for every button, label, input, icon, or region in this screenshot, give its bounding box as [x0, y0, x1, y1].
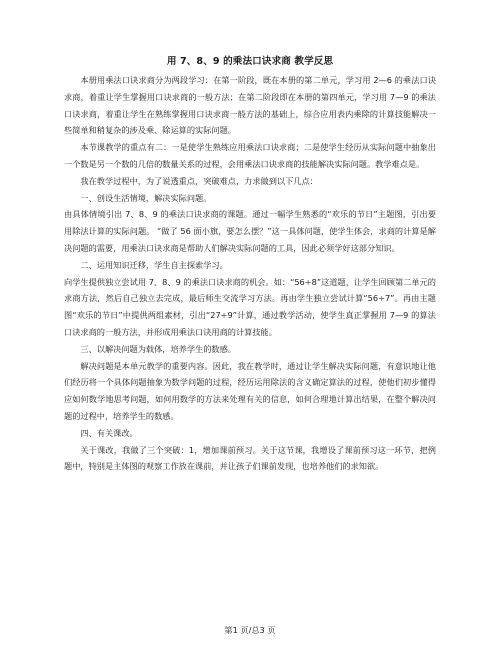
section-heading-4: 四、有关课改。	[80, 427, 138, 438]
paragraph-intro: 本册用乘法口诀求商分为两段学习：在第一阶段，既在本册的第二单元，学习用 2—6 的乘法口诀求商，着重让学生掌握用口诀求商的一般方法；在第二阶段即在本册的第四单元，学习用 7—9 的乘法口诀求商，着重让学生在熟练掌握用口诀求商一般方法的基础上，综合应用表内乘除的计算技能解决一些简单和稍复杂的涉及乘、除运算的实际问题。	[64, 75, 436, 136]
paragraph-section-4: 关于课改，我做了三个突破：1，增加课前预习。关于这节课，我增设了课前预习这一环节，把例题中，特别是主体图的观察工作放在课前，并让孩子们课前发现，也培养他们的求知欲。	[64, 444, 436, 472]
paragraph-section-1: 由具体情境引出 7、8、9 的乘法口诀求商的课题。通过一幅学生熟悉的“欢乐的节日”主题图，引出要用除法计算的实际问题。 “做了 56 面小旗，要怎么摆？”这一具体问题，使学生体会，求商的计算是解决问题的需要，用乘法口诀求商是帮助人们解决实际问题的工具，因此必须学好这部分知识。	[64, 209, 436, 253]
paragraph-approach: 我在教学过程中，为了说透重点，突破难点，力求做到以下几点：	[80, 175, 318, 186]
section-heading-3: 三、以解决问题为载体，培养学生的数感。	[80, 343, 236, 354]
document-title: 用 7、8、9 的乘法口诀求商 教学反思	[166, 56, 334, 67]
paragraph-section-3: 解决问题是本单元教学的重要内容。因此，我在教学时，通过让学生解决实际问题，有意识地让他们经历将一个具体问题抽象为数学问题的过程，经历运用除法的含义确定算法的过程，使他们初步懂得应如何数学地思考问题，如何用数学的方法来处理有关的信息，如何合理地计算出结果，在整个解决问题的过程中，培养学生的数感。	[64, 360, 436, 421]
paragraph-key-points: 本节课教学的重点有二：一是使学生熟练应用乘法口诀求商；二是使学生经历从实际问题中抽象出一个数是另一个数的几倍的数量关系的过程，会用乘法口诀求商的技能解决实际问题。教学难点是。	[64, 142, 436, 169]
section-heading-1: 一、创设生活情境，解决实际问题。	[80, 192, 212, 203]
section-heading-2: 二、运用知识迁移，学生自主探索学习。	[80, 259, 228, 270]
paragraph-section-2: 向学生提供独立尝试用 7、8、9 的乘法口诀求商的机会。如：“56÷8”这道题，让学生回顾第二单元的求商方法，然后自己独立去完成，最后师生交流学习方法。再由学生独立尝试计算“56÷7”。再由主题图“欢乐的节日”中提供两组素材，引出“27÷9”计算，通过教学活动，使学生真正掌握用 7—9 的算法口诀求商的一般方法，并形成用乘法口诀用商的计算技能。	[64, 276, 436, 337]
page-footer: 第1 页/总3 页	[224, 625, 276, 635]
